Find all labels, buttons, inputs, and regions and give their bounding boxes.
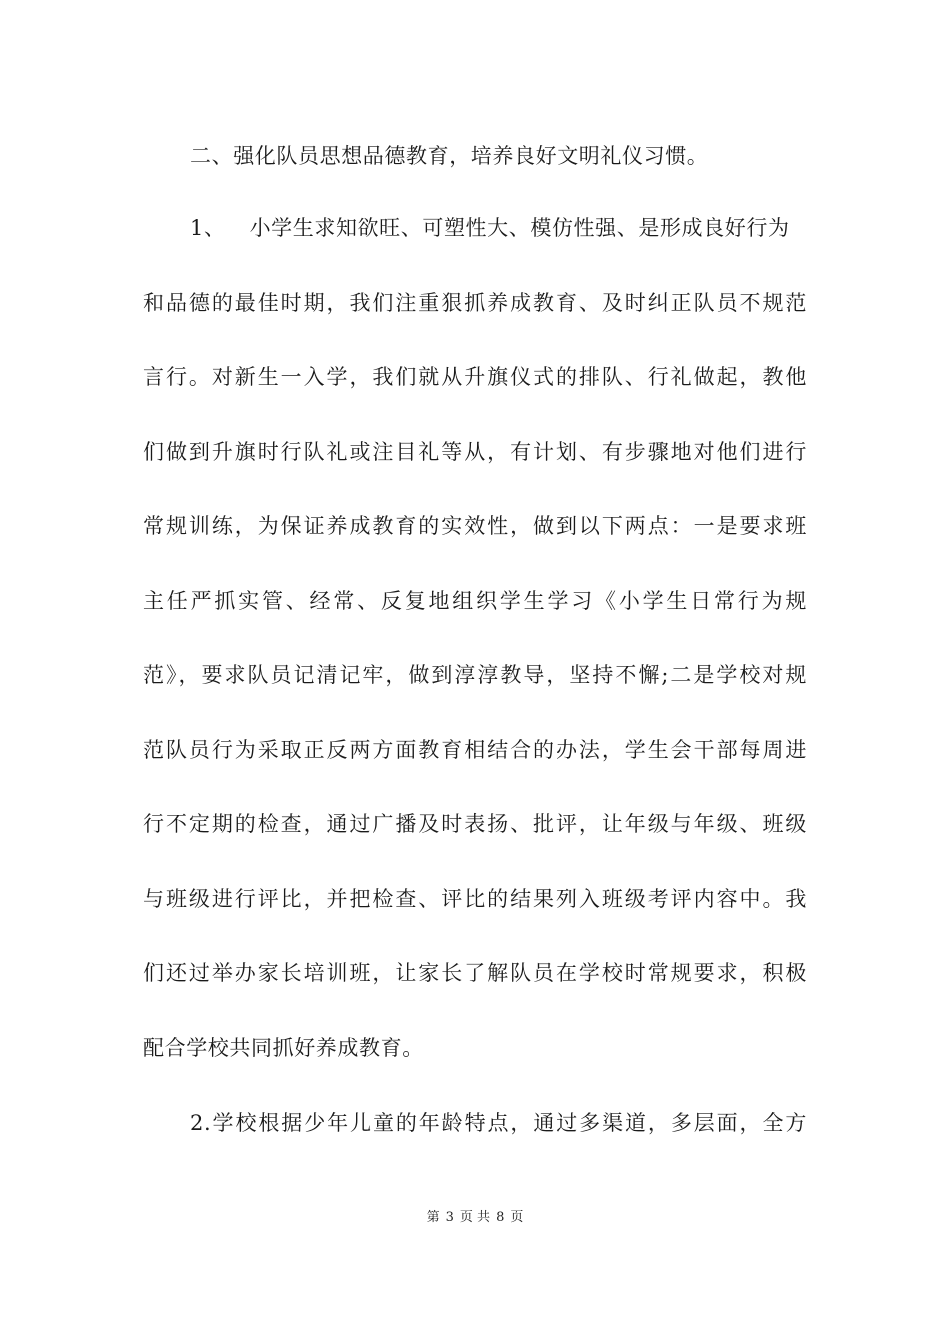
page-footer xyxy=(0,1208,950,1228)
paragraph-1-line-1: 和品德的最佳时期，我们注重狠抓养成教育、及时纠正队员不规范 xyxy=(143,291,807,315)
paragraph-1-line-5: 主任严抓实管、经常、反复地组织学生学习《小学生日常行为规 xyxy=(143,589,807,613)
paragraph-2-first-line: 2.学校根据少年儿童的年龄特点，通过多渠道，多层面，全方 xyxy=(190,1111,807,1135)
footer-middle: 页 共 xyxy=(459,1210,491,1225)
paragraph-1-line-0: 小学生求知欲旺、可塑性大、模仿性强、是形成良好行为 xyxy=(249,216,790,240)
paragraph-1-line-11: 配合学校共同抓好养成教育。 xyxy=(143,1036,424,1060)
footer-total-pages: 8 xyxy=(496,1210,505,1225)
paragraph-1-line-6: 范》，要求队员记清记牢，做到淳淳教导，坚持不懈;二是学校对规 xyxy=(143,663,807,687)
paragraph-1-line-8: 行不定期的检查，通过广播及时表扬、批评，让年级与年级、班级 xyxy=(143,812,807,836)
paragraph-1-line-10: 们还过举办家长培训班，让家长了解队员在学校时常规要求，积极 xyxy=(143,961,807,985)
paragraph-1-line-2: 言行。对新生一入学，我们就从升旗仪式的排队、行礼做起，教他 xyxy=(143,365,807,389)
paragraph-1-line-3: 们做到升旗时行队礼或注目礼等从，有计划、有步骤地对他们进行 xyxy=(143,440,807,464)
paragraph-1-number: 1、 xyxy=(190,216,226,240)
footer-suffix: 页 xyxy=(510,1210,524,1225)
paragraph-1-line-4: 常规训练，为保证养成教育的实效性，做到以下两点：一是要求班 xyxy=(143,514,807,538)
paragraph-1-first-line xyxy=(190,208,807,248)
section-heading: 二、强化队员思想品德教育，培养良好文明礼仪习惯。 xyxy=(190,144,709,168)
paragraph-1-line-7: 范队员行为采取正反两方面教育相结合的办法，学生会干部每周进 xyxy=(143,738,807,762)
footer-current-page: 3 xyxy=(445,1210,454,1225)
footer-prefix: 第 xyxy=(426,1210,440,1225)
paragraph-1-line-9: 与班级进行评比，并把检查、评比的结果列入班级考评内容中。我 xyxy=(143,887,807,911)
